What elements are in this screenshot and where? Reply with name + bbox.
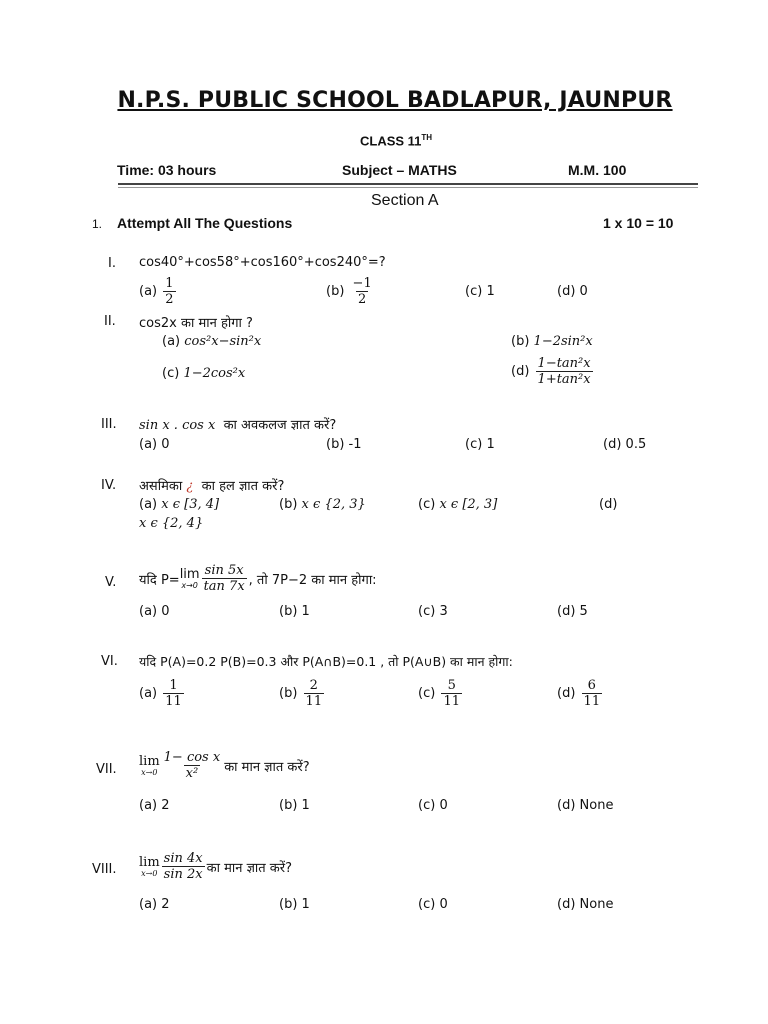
- option-b: [511, 334, 593, 349]
- option-label: (c): [418, 604, 436, 619]
- question-text: cos2x का मान होगा ?: [139, 316, 253, 331]
- frac-den: tan 7x: [203, 579, 245, 594]
- class-text: CLASS 11: [360, 133, 422, 149]
- option-value: 5: [579, 604, 588, 619]
- option-value: 1: [301, 798, 310, 813]
- question-text: [139, 851, 292, 882]
- option-a: [139, 897, 170, 912]
- option-b: [279, 497, 366, 512]
- frac-num: 1: [165, 276, 174, 291]
- option-value: None: [579, 798, 614, 813]
- question-text: [139, 750, 310, 781]
- option-expr: 1−2sin²x: [533, 334, 593, 349]
- option-value: 0: [161, 604, 170, 619]
- option-b: [326, 437, 362, 452]
- frac-den: 2: [165, 292, 174, 307]
- option-label: (c): [418, 686, 436, 701]
- option-b: [279, 798, 310, 813]
- option-b: [279, 604, 310, 619]
- option-label: (b): [326, 284, 345, 299]
- option-label: (a): [139, 897, 158, 912]
- option-label: (d): [557, 798, 576, 813]
- option-label: (d): [511, 364, 530, 379]
- frac-num: 6: [587, 678, 596, 693]
- frac-den: sin 2x: [163, 867, 203, 882]
- question-numeral: I.: [108, 256, 116, 271]
- lim-word: lim: [139, 854, 160, 870]
- question-text: [139, 415, 336, 433]
- option-label: (a): [139, 686, 158, 701]
- question-numeral: VI.: [101, 654, 118, 669]
- option-d-expr: x ϵ {2, 4}: [139, 516, 204, 531]
- frac-num: 1− cos x: [163, 750, 221, 765]
- question-text: यदि P(A)=0.2 P(B)=0.3 और P(A∩B)=0.1 , तो P(A∪B) का मान होगा:: [139, 654, 513, 669]
- lim-word: lim: [179, 566, 200, 582]
- question-text-hi: , तो 7P−2 का मान होगा:: [248, 572, 377, 588]
- option-label: (d): [603, 437, 622, 452]
- frac-num: 1−tan²x: [537, 356, 591, 371]
- option-value: 1: [301, 604, 310, 619]
- question-text-hi: का अवकलज ज्ञात करें?: [223, 418, 337, 433]
- option-c: [162, 366, 245, 381]
- time-label: Time: 03 hours: [117, 162, 217, 178]
- option-value: 2: [161, 897, 170, 912]
- option-label: (d): [557, 686, 576, 701]
- question-text: [139, 476, 284, 494]
- option-c: [418, 897, 448, 912]
- option-label: (a): [139, 798, 158, 813]
- option-b: [279, 678, 326, 709]
- option-label: (d): [557, 897, 576, 912]
- option-expr: x ϵ [3, 4]: [161, 497, 220, 512]
- option-c: [418, 604, 448, 619]
- option-label: (a): [139, 437, 158, 452]
- question-text: [139, 563, 377, 594]
- option-value: 0: [439, 798, 448, 813]
- option-label: (c): [162, 366, 180, 381]
- question-numeral: VII.: [96, 762, 117, 777]
- frac-num: 5: [447, 678, 456, 693]
- option-label: (a): [139, 497, 158, 512]
- lim-sub: x→0: [141, 767, 158, 777]
- option-expr: 1−2cos²x: [183, 366, 246, 381]
- option-value: 1: [301, 897, 310, 912]
- lim-sub: x→0: [141, 868, 158, 878]
- header-divider: [118, 183, 698, 185]
- option-c: [418, 678, 464, 709]
- option-label: (b): [279, 897, 298, 912]
- question-mark-symbol: ¿: [186, 479, 194, 494]
- frac-num: sin 5x: [204, 563, 244, 578]
- lim-sub: x→0: [181, 580, 198, 590]
- question-expr: sin x . cos x: [139, 418, 216, 433]
- option-label: (a): [139, 284, 158, 299]
- section-marks: 1 x 10 = 10: [603, 215, 674, 231]
- frac-den: 11: [305, 694, 323, 709]
- frac-den: 11: [443, 694, 460, 709]
- option-label: (b): [511, 334, 530, 349]
- option-a: [139, 678, 186, 709]
- option-value: 0: [439, 897, 448, 912]
- option-value: 3: [439, 604, 448, 619]
- option-label: (a): [162, 334, 181, 349]
- option-value: 0: [161, 437, 170, 452]
- option-label: (b): [279, 686, 298, 701]
- option-expr: x ϵ {2, 3}: [301, 497, 366, 512]
- section-instruction: Attempt All The Questions: [117, 215, 293, 231]
- frac-den: x²: [185, 766, 199, 781]
- option-label: (b): [326, 437, 345, 452]
- option-c: [418, 798, 448, 813]
- option-label: (a): [139, 604, 158, 619]
- option-label: (d): [557, 284, 576, 299]
- option-expr: x ϵ [2, 3]: [439, 497, 498, 512]
- option-a: [139, 437, 170, 452]
- section-number: 1.: [92, 217, 103, 231]
- option-d: [557, 284, 588, 299]
- option-d-label: (d): [599, 497, 618, 512]
- option-d: [557, 798, 613, 813]
- section-title: Section A: [371, 192, 439, 209]
- option-value: -1: [348, 437, 362, 452]
- option-d: [557, 678, 604, 709]
- option-value: 2: [161, 798, 170, 813]
- option-a: [139, 276, 178, 307]
- option-a: [139, 798, 170, 813]
- option-label: (c): [418, 497, 436, 512]
- option-c: [418, 497, 497, 512]
- question-text-hi: का मान ज्ञात करें?: [224, 759, 310, 775]
- option-d: [603, 437, 646, 452]
- option-label: (b): [279, 798, 298, 813]
- option-d: [557, 604, 588, 619]
- frac-den: 1+tan²x: [537, 372, 591, 387]
- header-divider-2: [118, 187, 698, 188]
- class-label: [360, 133, 432, 148]
- option-label: (c): [465, 284, 483, 299]
- option-label: (c): [418, 798, 436, 813]
- option-d: [557, 897, 613, 912]
- option-d: [511, 356, 595, 387]
- option-a: [139, 497, 219, 512]
- option-label: (c): [418, 897, 436, 912]
- frac-num: 2: [309, 678, 318, 693]
- question-numeral: III.: [101, 417, 117, 432]
- option-c: [465, 437, 495, 452]
- option-label: (d): [557, 604, 576, 619]
- lim-word: lim: [139, 753, 160, 769]
- class-sup: TH: [421, 133, 433, 142]
- question-text: cos40°+cos58°+cos160°+cos240°=?: [139, 255, 386, 270]
- marks-label: M.M. 100: [568, 162, 627, 178]
- frac-num: −1: [352, 276, 372, 291]
- frac-den: 11: [165, 694, 182, 709]
- question-numeral: VIII.: [92, 862, 117, 877]
- option-expr: cos²x−sin²x: [184, 334, 262, 349]
- option-b: [279, 897, 310, 912]
- school-title: N.P.S. PUBLIC SCHOOL BADLAPUR, JAUNPUR: [117, 88, 673, 113]
- option-a: [162, 334, 261, 349]
- subject-label: Subject – MATHS: [342, 162, 457, 178]
- question-text-hi: का मान ज्ञात करें?: [206, 860, 293, 876]
- question-numeral: II.: [104, 314, 116, 329]
- option-c: [465, 284, 495, 299]
- frac-den: 2: [357, 292, 367, 307]
- frac-num: sin 4x: [163, 851, 203, 866]
- question-text-hi: का हल ज्ञात करें?: [201, 479, 285, 494]
- option-label: (b): [279, 497, 298, 512]
- option-b: [326, 276, 376, 307]
- option-label: (b): [279, 604, 298, 619]
- frac-den: 11: [583, 694, 601, 709]
- option-value: None: [579, 897, 614, 912]
- question-prefix: यदि P=: [139, 572, 180, 588]
- option-value: 1: [486, 284, 495, 299]
- option-label: (c): [465, 437, 483, 452]
- question-numeral: V.: [105, 575, 117, 590]
- question-prefix: असमिका: [139, 479, 183, 494]
- frac-num: 1: [169, 678, 178, 693]
- option-a: [139, 604, 170, 619]
- option-value: 0: [579, 284, 588, 299]
- option-value: 1: [486, 437, 495, 452]
- option-value: 0.5: [625, 437, 647, 452]
- question-numeral: IV.: [101, 478, 117, 493]
